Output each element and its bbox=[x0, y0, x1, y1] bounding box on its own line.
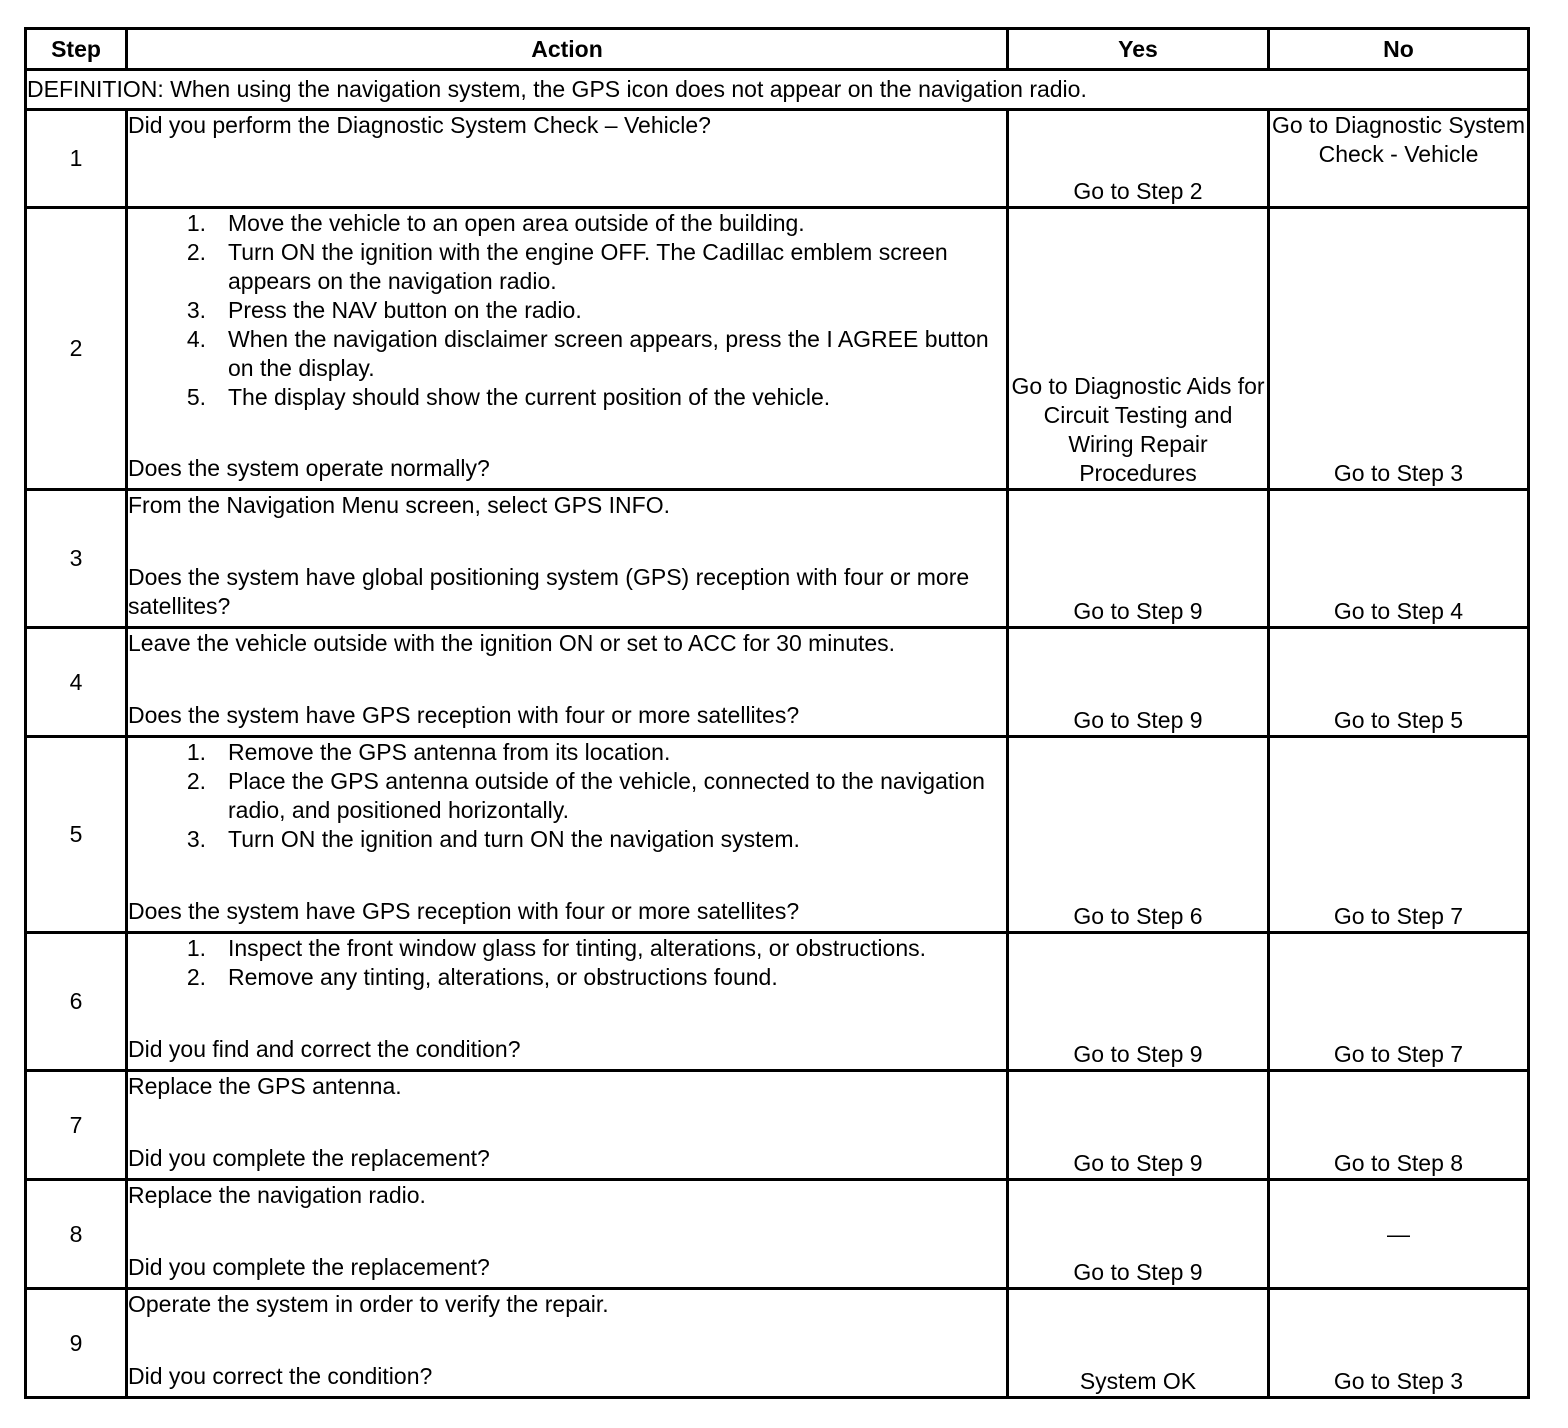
definition-text: DEFINITION: When using the navigation system, the GPS icon does not appear on the navigation radio. bbox=[26, 70, 1529, 110]
action-text: Replace the GPS antenna. bbox=[128, 1073, 402, 1099]
action-text: Did you perform the Diagnostic System Check – Vehicle? bbox=[128, 112, 711, 138]
action-list bbox=[128, 934, 1006, 992]
list-item: 4. When the navigation disclaimer screen appears, press the I AGREE button on the display. bbox=[186, 326, 989, 381]
action-question: Did you complete the replacement? bbox=[128, 1145, 490, 1171]
action-cell bbox=[127, 628, 1008, 737]
action-cell bbox=[127, 1289, 1008, 1398]
action-cell bbox=[127, 208, 1008, 490]
yes-cell: Go to Step 9 bbox=[1008, 1180, 1269, 1289]
list-item: 1. Inspect the front window glass for tinting, alterations, or obstructions. bbox=[186, 935, 927, 961]
no-cell: Go to Step 3 bbox=[1269, 208, 1529, 490]
action-cell bbox=[127, 933, 1008, 1071]
table-row bbox=[26, 490, 1529, 628]
step-number: 7 bbox=[26, 1071, 127, 1180]
yes-cell: Go to Step 9 bbox=[1008, 933, 1269, 1071]
action-text: Replace the navigation radio. bbox=[128, 1182, 426, 1208]
list-item: 2. Remove any tinting, alterations, or obstructions found. bbox=[186, 964, 778, 990]
action-question: Did you correct the condition? bbox=[128, 1363, 433, 1389]
diagnostic-table bbox=[24, 27, 1530, 1399]
list-item: 2. Place the GPS antenna outside of the vehicle, connected to the navigation radio, and positioned horizontally. bbox=[186, 768, 985, 823]
yes-cell: System OK bbox=[1008, 1289, 1269, 1398]
table-row bbox=[26, 1180, 1529, 1289]
list-item: 1. Remove the GPS antenna from its location. bbox=[186, 739, 671, 765]
action-text: From the Navigation Menu screen, select GPS INFO. bbox=[128, 492, 670, 518]
action-text: Leave the vehicle outside with the ignition ON or set to ACC for 30 minutes. bbox=[128, 630, 896, 656]
action-cell bbox=[127, 1071, 1008, 1180]
table-row bbox=[26, 110, 1529, 208]
action-question: Did you find and correct the condition? bbox=[128, 1036, 521, 1062]
yes-cell: Go to Step 9 bbox=[1008, 1071, 1269, 1180]
header-yes: Yes bbox=[1008, 29, 1269, 70]
action-cell bbox=[127, 737, 1008, 933]
action-cell bbox=[127, 1180, 1008, 1289]
table-row bbox=[26, 933, 1529, 1071]
step-number: 4 bbox=[26, 628, 127, 737]
yes-cell: Go to Step 9 bbox=[1008, 490, 1269, 628]
step-number: 2 bbox=[26, 208, 127, 490]
table-row bbox=[26, 737, 1529, 933]
action-cell bbox=[127, 110, 1008, 208]
list-item: 3. Turn ON the ignition and turn ON the navigation system. bbox=[186, 826, 800, 852]
action-text: Operate the system in order to verify the repair. bbox=[128, 1291, 609, 1317]
no-cell: Go to Step 4 bbox=[1269, 490, 1529, 628]
action-question: Does the system have GPS reception with four or more satellites? bbox=[128, 702, 800, 728]
list-item: 5. The display should show the current position of the vehicle. bbox=[186, 384, 831, 410]
step-number: 1 bbox=[26, 110, 127, 208]
action-cell bbox=[127, 490, 1008, 628]
list-item: 1. Move the vehicle to an open area outside of the building. bbox=[186, 210, 805, 236]
step-number: 5 bbox=[26, 737, 127, 933]
step-number: 6 bbox=[26, 933, 127, 1071]
no-cell: Go to Step 5 bbox=[1269, 628, 1529, 737]
no-cell: Go to Step 7 bbox=[1269, 933, 1529, 1071]
step-number: 3 bbox=[26, 490, 127, 628]
table-row bbox=[26, 628, 1529, 737]
header-row bbox=[26, 29, 1529, 70]
action-list bbox=[128, 738, 1006, 854]
list-item: 2. Turn ON the ignition with the engine OFF. The Cadillac emblem screen appears on the navigation radio. bbox=[186, 239, 948, 294]
action-question: Does the system have GPS reception with four or more satellites? bbox=[128, 898, 800, 924]
no-cell: Go to Step 8 bbox=[1269, 1071, 1529, 1180]
step-number: 8 bbox=[26, 1180, 127, 1289]
header-step: Step bbox=[26, 29, 127, 70]
no-cell: Go to Step 3 bbox=[1269, 1289, 1529, 1398]
definition-row bbox=[26, 70, 1529, 110]
yes-cell: Go to Diagnostic Aids for Circuit Testing and Wiring Repair Procedures bbox=[1008, 208, 1269, 490]
no-cell: — bbox=[1269, 1180, 1529, 1289]
no-cell: Go to Step 7 bbox=[1269, 737, 1529, 933]
list-item: 3. Press the NAV button on the radio. bbox=[186, 297, 582, 323]
header-action: Action bbox=[127, 29, 1008, 70]
header-no: No bbox=[1269, 29, 1529, 70]
table-row bbox=[26, 208, 1529, 490]
action-question: Does the system operate normally? bbox=[128, 455, 490, 481]
action-question: Did you complete the replacement? bbox=[128, 1254, 490, 1280]
action-list bbox=[128, 209, 1006, 412]
yes-cell: Go to Step 6 bbox=[1008, 737, 1269, 933]
table-row bbox=[26, 1289, 1529, 1398]
table-row bbox=[26, 1071, 1529, 1180]
yes-cell: Go to Step 2 bbox=[1008, 110, 1269, 208]
yes-cell: Go to Step 9 bbox=[1008, 628, 1269, 737]
no-cell: Go to Diagnostic System Check - Vehicle bbox=[1269, 110, 1529, 208]
step-number: 9 bbox=[26, 1289, 127, 1398]
action-question: Does the system have global positioning system (GPS) reception with four or more satellites? bbox=[128, 564, 970, 619]
